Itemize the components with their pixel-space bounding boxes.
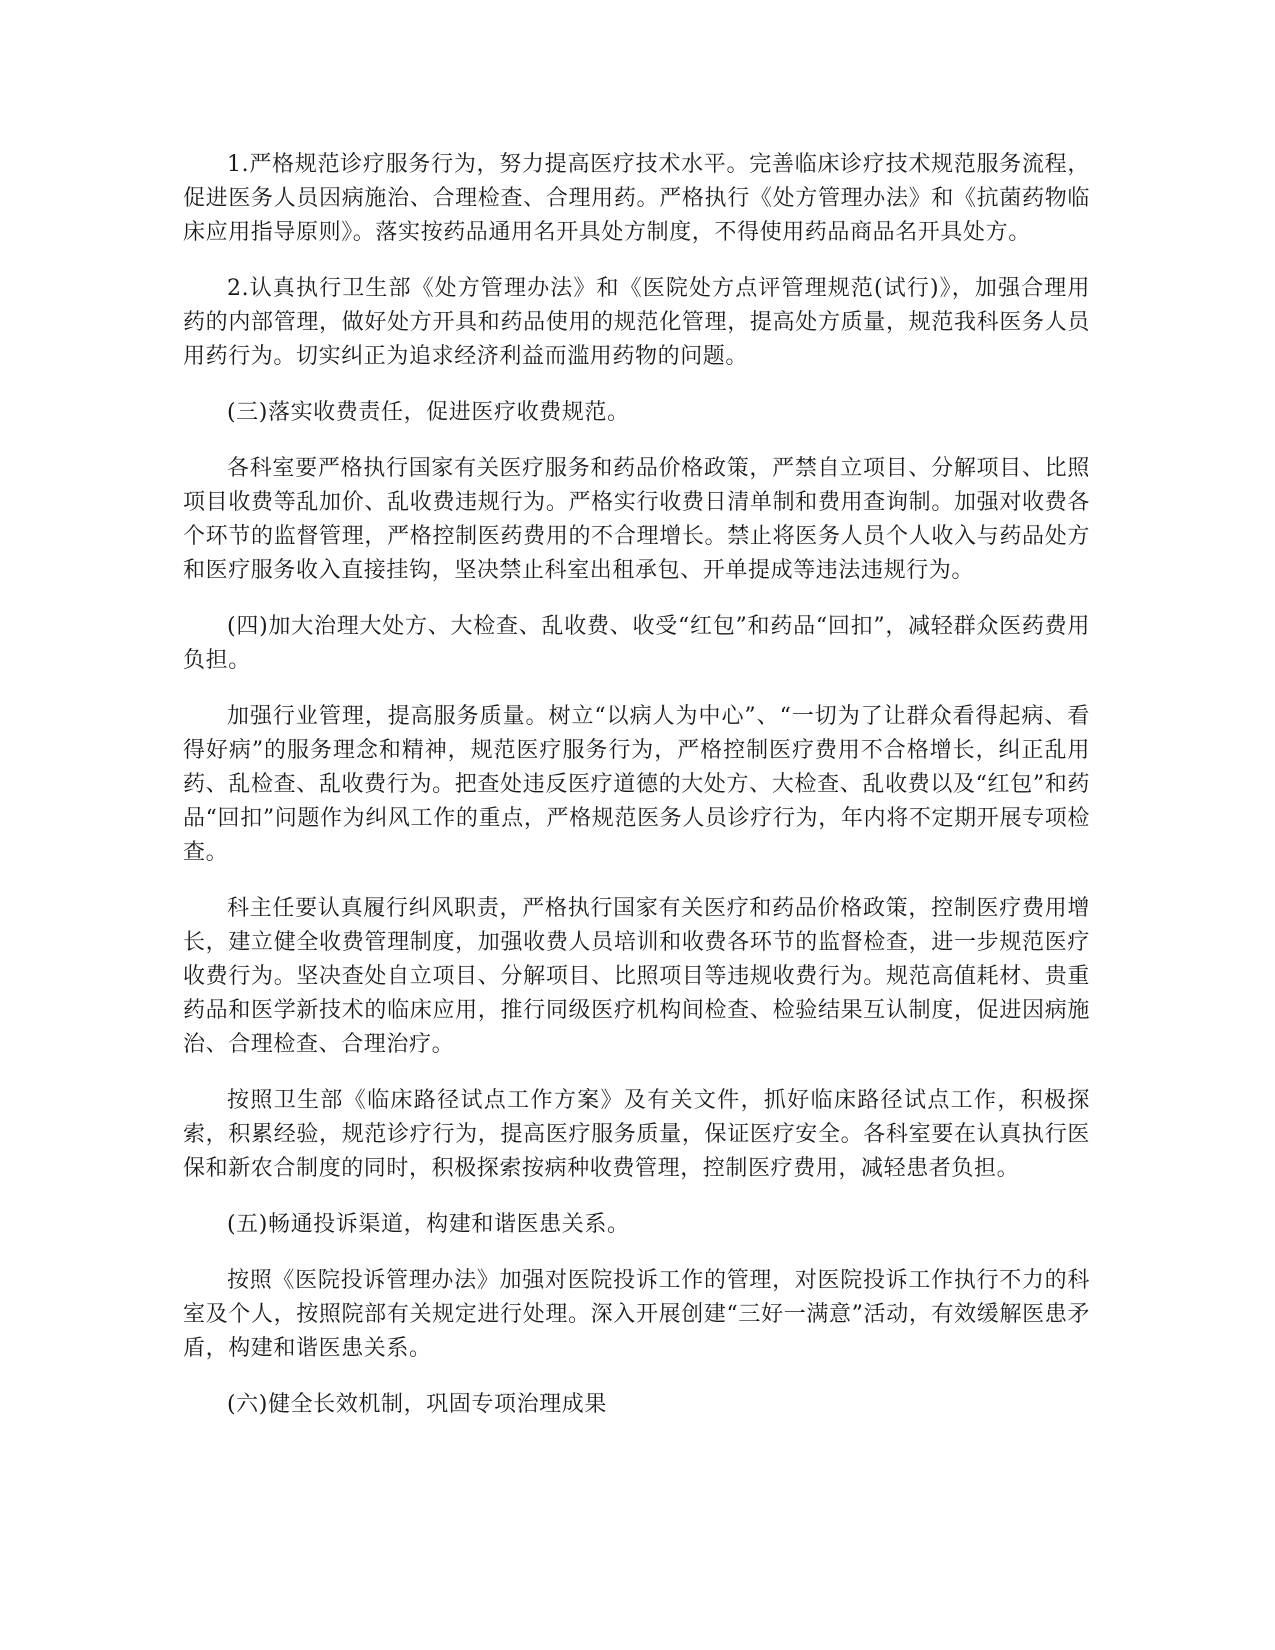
paragraph-department-head-duties: 科主任要认真履行纠风职责，严格执行国家有关医疗和药品价格政策，控制医疗费用增长，建立健全收费管理制度，加强收费人员培训和收费各环节的监督检查，进一步规范医疗收费行为。坚决查处自立项目、分解项目、比照项目等违规收费行为。规范高值耗材、贵重药品和医学新技术的临床应用，推行同级医疗机构间检查、检验结果互认制度，促进因病施治、合理检查、合理治疗。 [183, 896, 1090, 1057]
paragraph-price-policy: 各科室要严格执行国家有关医疗服务和药品价格政策，严禁自立项目、分解项目、比照项目收费等乱加价、乱收费违规行为。严格实行收费日清单制和费用查询制。加强对收费各个环节的监督管理，严格控制医药费用的不合理增长。禁止将医务人员个人收入与药品处方和医疗服务收入直接挂钩，坚决禁止科室出租承包、开单提成等违法违规行为。 [183, 456, 1090, 583]
paragraph-rational-drug-use: 2.认真执行卫生部《处方管理办法》和《医院处方点评管理规范(试行)》，加强合理用药的内部管理，做好处方开具和药品使用的规范化管理，提高处方质量，规范我科医务人员用药行为。切实纠正为追求经济利益而滥用药物的问题。 [183, 276, 1090, 369]
section-heading-complaint-channels: (五)畅通投诉渠道，构建和谐医患关系。 [227, 1212, 630, 1237]
section-heading-fee-responsibility: (三)落实收费责任，促进医疗收费规范。 [227, 400, 630, 425]
section-heading-long-term-mechanism: (六)健全长效机制，巩固专项治理成果 [227, 1392, 607, 1417]
section-heading-reduce-burden: (四)加大治理大处方、大检查、乱收费、收受“红包”和药品“回扣”，减轻群众医药费用负担。 [183, 614, 1090, 673]
paragraph-clinical-pathway: 按照卫生部《临床路径试点工作方案》及有关文件，抓好临床路径试点工作，积极探索，积累经验，规范诊疗行为，提高医疗服务质量，保证医疗安全。各科室要在认真执行医保和新农合制度的同时，积极探索按病种收费管理，控制医疗费用，减轻患者负担。 [183, 1088, 1090, 1181]
paragraph-prescription-standards: 1.严格规范诊疗服务行为，努力提高医疗技术水平。完善临床诊疗技术规范服务流程，促进医务人员因病施治、合理检查、合理用药。严格执行《处方管理办法》和《抗菌药物临床应用指导原则》。落实按药品通用名开具处方制度，不得使用药品商品名开具处方。 [183, 152, 1090, 245]
document-body [183, 148, 1090, 1444]
paragraph-complaint-management: 按照《医院投诉管理办法》加强对医院投诉工作的管理，对医院投诉工作执行不力的科室及个人，按照院部有关规定进行处理。深入开展创建“三好一满意”活动，有效缓解医患矛盾，构建和谐医患关系。 [183, 1268, 1090, 1361]
paragraph-industry-management: 加强行业管理，提高服务质量。树立“以病人为中心”、“一切为了让群众看得起病、看得好病”的服务理念和精神，规范医疗服务行为，严格控制医疗费用不合格增长，纠正乱用药、乱检查、乱收费行为。把查处违反医疗道德的大处方、大检查、乱收费以及“红包”和药品“回扣”问题作为纠风工作的重点，严格规范医务人员诊疗行为，年内将不定期开展专项检查。 [183, 704, 1090, 865]
